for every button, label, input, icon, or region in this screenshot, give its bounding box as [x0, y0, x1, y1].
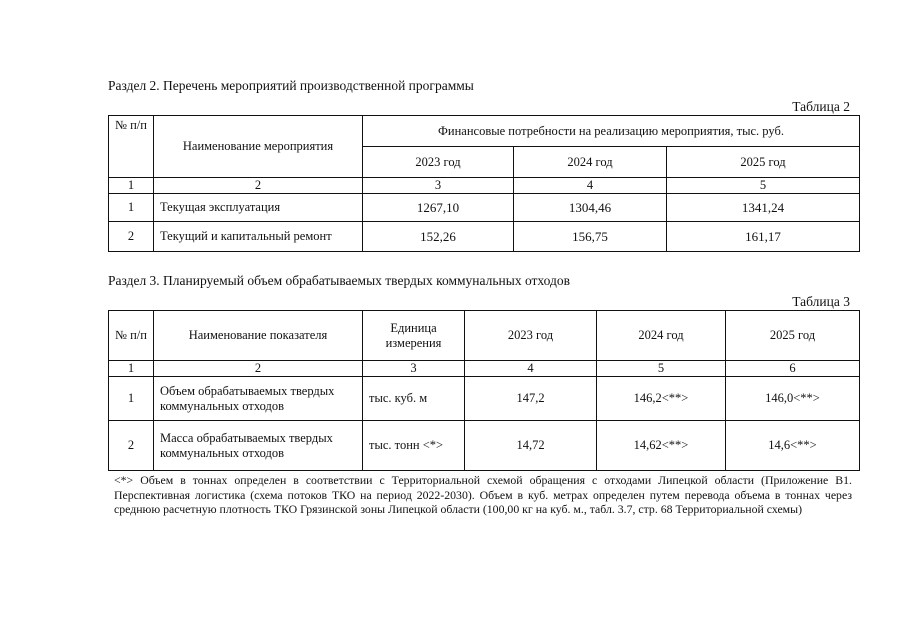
row-value-2023: 1267,10 — [363, 194, 514, 222]
footnote: <*> Объем в тоннах определен в соответствии с Территориальной схемой обращения с отходами Липецкой области (Приложение В1. Перспективная логистика (схема потоков ТКО на период 2022-2030). Объем в куб. метрах определен путем перевода объема в тоннах через среднюю расчетную плотность ТКО Грязинской зоны Липецкой области (100,00 кг на куб. м., табл. 3.7, стр. 68 Территориальной схемы) — [114, 473, 852, 516]
table2-header-name: Наименование мероприятия — [154, 116, 363, 178]
table3-header-num: № п/п — [109, 311, 154, 361]
row-value-2024: 14,62<**> — [597, 421, 726, 471]
table3-index-cell: 3 — [363, 361, 465, 377]
table2-index-row — [109, 178, 860, 194]
table2-header-finance: Финансовые потребности на реализацию мероприятия, тыс. руб. — [363, 116, 860, 147]
row-value-2024: 146,2<**> — [597, 377, 726, 421]
table2-header-2024: 2024 год — [514, 147, 667, 178]
row-value-2023: 152,26 — [363, 222, 514, 252]
row-name: Текущая эксплуатация — [154, 194, 363, 222]
table2-index-cell: 1 — [109, 178, 154, 194]
table2-label: Таблица 2 — [792, 99, 850, 114]
table3-header-2024: 2024 год — [597, 311, 726, 361]
table2-header-2023: 2023 год — [363, 147, 514, 178]
table2 — [108, 115, 860, 252]
table3-index-cell: 5 — [597, 361, 726, 377]
row-unit: тыс. тонн <*> — [363, 421, 465, 471]
row-value-2025: 1341,24 — [667, 194, 860, 222]
table3-header-unit: Единица измерения — [363, 311, 465, 361]
table2-index-cell: 4 — [514, 178, 667, 194]
table2-header-num: № п/п — [109, 116, 154, 178]
row-value-2025: 146,0<**> — [726, 377, 860, 421]
row-value-2025: 161,17 — [667, 222, 860, 252]
table3-index-cell: 6 — [726, 361, 860, 377]
table3-index-cell: 4 — [465, 361, 597, 377]
row-value-2023: 14,72 — [465, 421, 597, 471]
table3 — [108, 310, 860, 471]
table-row — [109, 194, 860, 222]
table3-index-cell: 2 — [154, 361, 363, 377]
row-value-2025: 14,6<**> — [726, 421, 860, 471]
table-row — [109, 377, 860, 421]
row-num: 2 — [109, 421, 154, 471]
row-unit: тыс. куб. м — [363, 377, 465, 421]
row-value-2024: 1304,46 — [514, 194, 667, 222]
table3-label: Таблица 3 — [792, 294, 850, 309]
table2-index-cell: 2 — [154, 178, 363, 194]
row-value-2023: 147,2 — [465, 377, 597, 421]
row-num: 1 — [109, 194, 154, 222]
table3-header-name: Наименование показателя — [154, 311, 363, 361]
table3-index-row — [109, 361, 860, 377]
table-row — [109, 222, 860, 252]
row-name: Масса обрабатываемых твердых коммунальных отходов — [154, 421, 363, 471]
row-num: 2 — [109, 222, 154, 252]
table2-index-cell: 5 — [667, 178, 860, 194]
table3-header-2025: 2025 год — [726, 311, 860, 361]
table3-index-cell: 1 — [109, 361, 154, 377]
row-value-2024: 156,75 — [514, 222, 667, 252]
table3-header-2023: 2023 год — [465, 311, 597, 361]
row-name: Объем обрабатываемых твердых коммунальных отходов — [154, 377, 363, 421]
section2-heading: Раздел 2. Перечень мероприятий производственной программы — [108, 78, 474, 93]
table2-index-cell: 3 — [363, 178, 514, 194]
row-num: 1 — [109, 377, 154, 421]
row-name: Текущий и капитальный ремонт — [154, 222, 363, 252]
section3-heading: Раздел 3. Планируемый объем обрабатываемых твердых коммунальных отходов — [108, 273, 571, 288]
table2-header-2025: 2025 год — [667, 147, 860, 178]
table-row — [109, 421, 860, 471]
